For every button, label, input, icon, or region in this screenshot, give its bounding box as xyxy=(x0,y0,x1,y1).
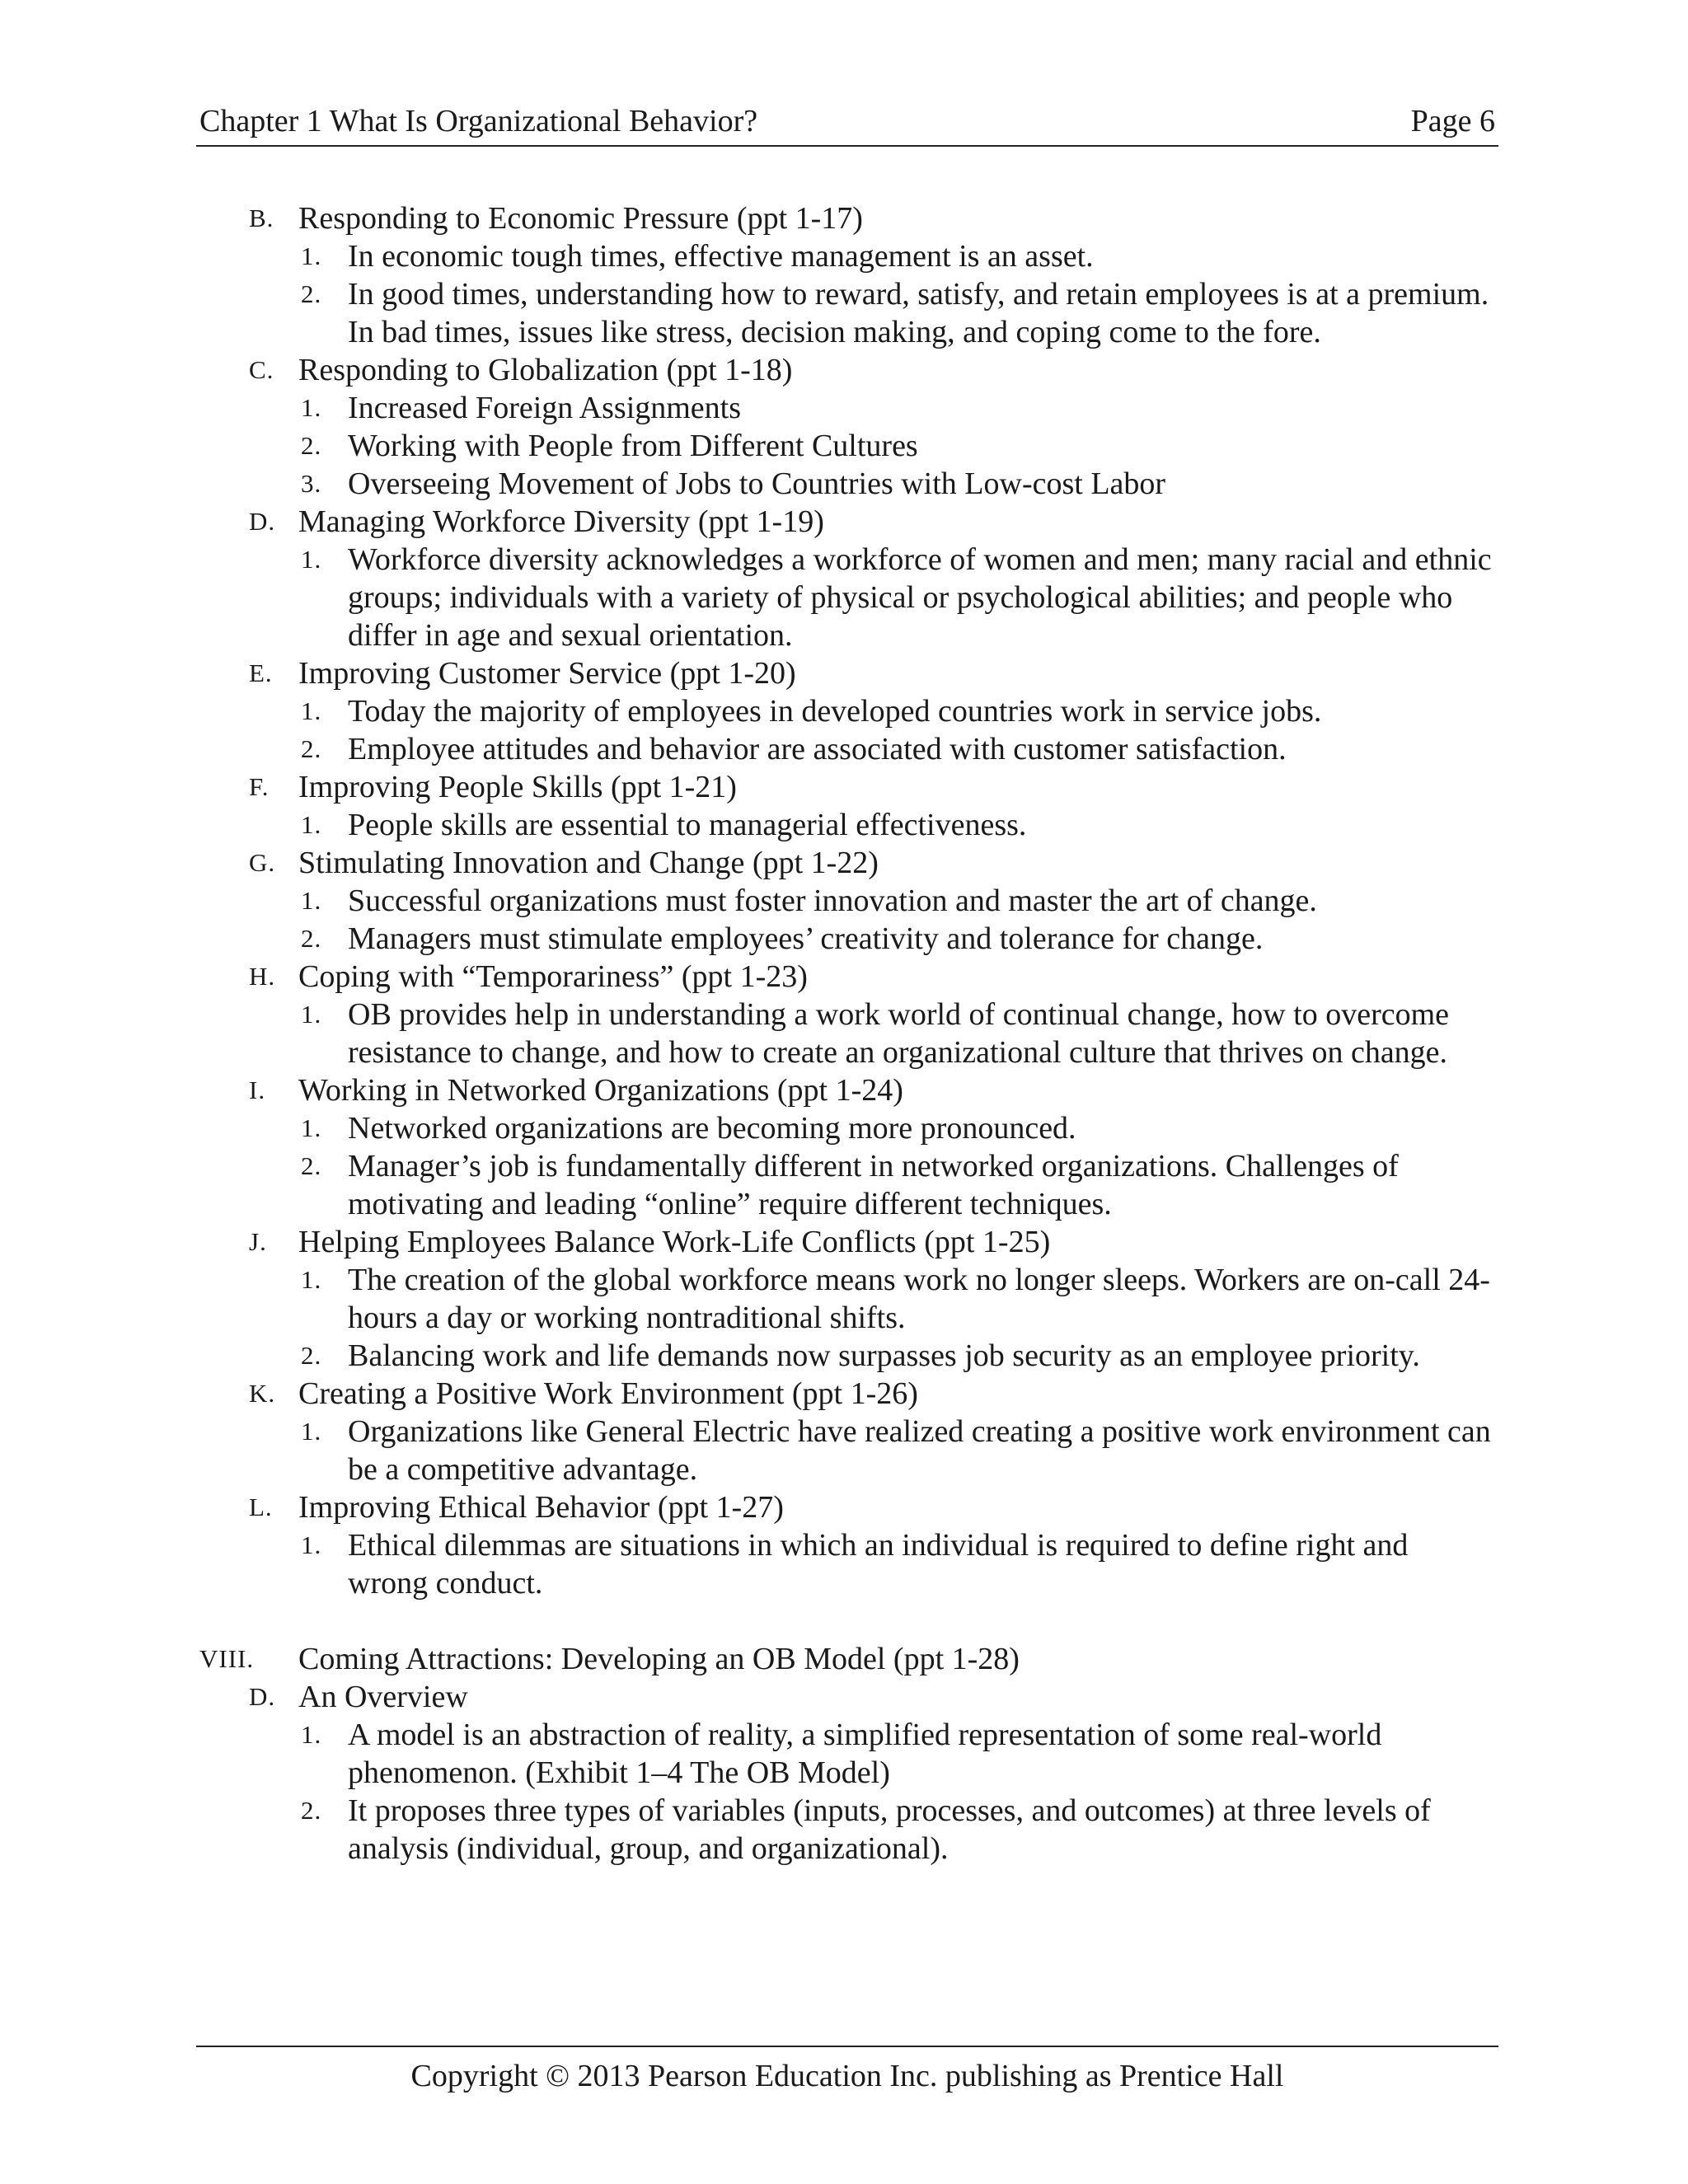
outline-text: Coping with “Temporariness” (ppt 1-23) xyxy=(298,959,808,994)
outline-text: Improving People Skills (ppt 1-21) xyxy=(298,770,737,804)
outline-marker: D. xyxy=(249,507,276,536)
outline-marker: 1. xyxy=(301,1720,322,1749)
outline-marker: 1. xyxy=(301,696,322,725)
outline-marker: 3. xyxy=(301,469,322,498)
outline-point xyxy=(0,882,1688,920)
outline-marker: J. xyxy=(249,1227,267,1256)
outline-heading xyxy=(0,1678,1688,1716)
outline-point xyxy=(0,1147,1688,1223)
outline-point xyxy=(0,389,1688,427)
section-heading xyxy=(0,1640,1688,1678)
outline-text: A model is an abstraction of reality, a simplified representation of some real-world phenomenon. (Exhibit 1–4 The OB Model) xyxy=(348,1718,1382,1790)
outline-text: Workforce diversity acknowledges a workforce of women and men; many racial and ethnic groups; individuals with a variety of physical or psychological abilities; and people who differ in age and sexual orientation. xyxy=(348,542,1492,653)
outline-marker: 1. xyxy=(301,1530,322,1559)
outline-text: Responding to Globalization (ppt 1-18) xyxy=(298,353,793,387)
outline-point xyxy=(0,1109,1688,1147)
chapter-title: Chapter 1 What Is Organizational Behavior? xyxy=(199,104,758,138)
copyright-notice: Copyright © 2013 Pearson Education Inc. publishing as Prentice Hall xyxy=(410,2059,1284,2093)
outline-marker: 1. xyxy=(301,1113,322,1142)
outline-marker: L. xyxy=(249,1493,273,1521)
outline-marker: 2. xyxy=(301,431,322,460)
outline-text: Creating a Positive Work Environment (ppt 1-26) xyxy=(298,1376,918,1411)
outline-point xyxy=(0,1337,1688,1375)
outline-text: Managing Workforce Diversity (ppt 1-19) xyxy=(298,504,824,539)
outline-marker: VIII. xyxy=(199,1644,255,1673)
outline-heading xyxy=(0,958,1688,996)
outline-marker: 2. xyxy=(301,734,322,763)
outline-text: People skills are essential to managerial effectiveness. xyxy=(348,808,1027,842)
outline-text: Today the majority of employees in developed countries work in service jobs. xyxy=(348,694,1322,729)
outline-text: Improving Ethical Behavior (ppt 1-27) xyxy=(298,1490,784,1525)
page-footer xyxy=(196,2046,1498,2097)
outline-heading xyxy=(0,1375,1688,1413)
outline-point xyxy=(0,1413,1688,1488)
outline-text: Responding to Economic Pressure (ppt 1-17) xyxy=(298,201,863,236)
outline-heading xyxy=(0,1071,1688,1109)
outline-marker: 1. xyxy=(301,241,322,270)
outline-marker: 2. xyxy=(301,1151,322,1180)
outline-marker: 1. xyxy=(301,810,322,839)
outline-text: An Overview xyxy=(298,1680,468,1714)
outline-text: OB provides help in understanding a work world of continual change, how to overcome resistance to change, and how to create an organizational culture that thrives on change. xyxy=(348,997,1450,1070)
outline-point xyxy=(0,541,1688,654)
outline-marker: K. xyxy=(249,1379,276,1408)
outline-heading xyxy=(0,1223,1688,1261)
outline-marker: B. xyxy=(249,204,274,232)
outline-heading xyxy=(0,1488,1688,1526)
outline-text: Manager’s job is fundamentally different in networked organizations. Challenges of motivating and leading “online” require different techniques. xyxy=(348,1149,1399,1221)
outline-text: Overseeing Movement of Jobs to Countries with Low-cost Labor xyxy=(348,466,1166,501)
outline-marker: 1. xyxy=(301,1417,322,1446)
section-gap xyxy=(0,1602,1688,1640)
outline-text: Improving Customer Service (ppt 1-20) xyxy=(298,656,796,691)
outline-marker: G. xyxy=(249,848,276,877)
outline-text: Increased Foreign Assignments xyxy=(348,391,742,425)
outline-marker: 2. xyxy=(301,1796,322,1825)
outline-point xyxy=(0,806,1688,844)
outline-marker: C. xyxy=(249,355,274,384)
outline-text: It proposes three types of variables (inputs, processes, and outcomes) at three levels of analysis (individual, group, and organizational). xyxy=(348,1793,1431,1866)
outline-marker: 1. xyxy=(301,1265,322,1294)
outline-point xyxy=(0,1792,1688,1868)
outline-heading xyxy=(0,768,1688,806)
outline-point xyxy=(0,692,1688,730)
outline-marker: 1. xyxy=(301,545,322,574)
outline-marker: E. xyxy=(249,658,273,687)
page-number: Page 6 xyxy=(1410,104,1495,138)
outline-text: Coming Attractions: Developing an OB Model (ppt 1-28) xyxy=(298,1642,1020,1676)
outline-point xyxy=(0,427,1688,465)
outline-point xyxy=(0,465,1688,503)
outline-text: Balancing work and life demands now surpasses job security as an employee priority. xyxy=(348,1338,1420,1373)
outline-text: Networked organizations are becoming more pronounced. xyxy=(348,1111,1076,1146)
outline-text: In good times, understanding how to reward, satisfy, and retain employees is at a premium. In bad times, issues like stress, decision making, and coping come to the fore. xyxy=(348,277,1489,349)
outline-marker: D. xyxy=(249,1682,276,1711)
outline-marker: I. xyxy=(249,1076,266,1104)
outline-text: The creation of the global workforce means work no longer sleeps. Workers are on-call 24-hours a day or working nontraditional shifts. xyxy=(348,1263,1490,1335)
outline-point xyxy=(0,1526,1688,1602)
outline-heading xyxy=(0,654,1688,692)
outline-marker: 1. xyxy=(301,886,322,915)
outline-point xyxy=(0,1261,1688,1337)
outline-marker: 2. xyxy=(301,1341,322,1370)
outline-marker: F. xyxy=(249,772,270,801)
outline-heading xyxy=(0,844,1688,882)
page-header xyxy=(196,97,1498,147)
outline-point xyxy=(0,1716,1688,1792)
outline-marker: H. xyxy=(249,962,276,991)
outline-list xyxy=(0,199,1688,1868)
outline-text: Ethical dilemmas are situations in which an individual is required to define right and wrong conduct. xyxy=(348,1528,1409,1601)
outline-marker: 2. xyxy=(301,924,322,953)
outline-point xyxy=(0,730,1688,768)
outline-text: Stimulating Innovation and Change (ppt 1-22) xyxy=(298,846,879,880)
outline-marker: 2. xyxy=(301,279,322,308)
outline-heading xyxy=(0,351,1688,389)
outline-heading xyxy=(0,503,1688,541)
outline-point xyxy=(0,275,1688,351)
outline-text: Organizations like General Electric have realized creating a positive work environment can be a competitive advantage. xyxy=(348,1414,1491,1487)
outline-point xyxy=(0,996,1688,1071)
outline-marker: 1. xyxy=(301,393,322,422)
outline-text: Managers must stimulate employees’ creativity and tolerance for change. xyxy=(348,921,1264,956)
outline-heading xyxy=(0,199,1688,237)
outline-marker: 1. xyxy=(301,1000,322,1029)
outline-text: In economic tough times, effective management is an asset. xyxy=(348,239,1094,274)
outline-text: Working with People from Different Cultures xyxy=(348,429,918,463)
outline-text: Employee attitudes and behavior are associated with customer satisfaction. xyxy=(348,732,1287,766)
outline-text: Successful organizations must foster innovation and master the art of change. xyxy=(348,883,1317,918)
outline-text: Working in Networked Organizations (ppt 1-24) xyxy=(298,1073,903,1108)
outline-point xyxy=(0,920,1688,958)
outline-point xyxy=(0,237,1688,275)
outline-text: Helping Employees Balance Work-Life Conflicts (ppt 1-25) xyxy=(298,1225,1051,1259)
